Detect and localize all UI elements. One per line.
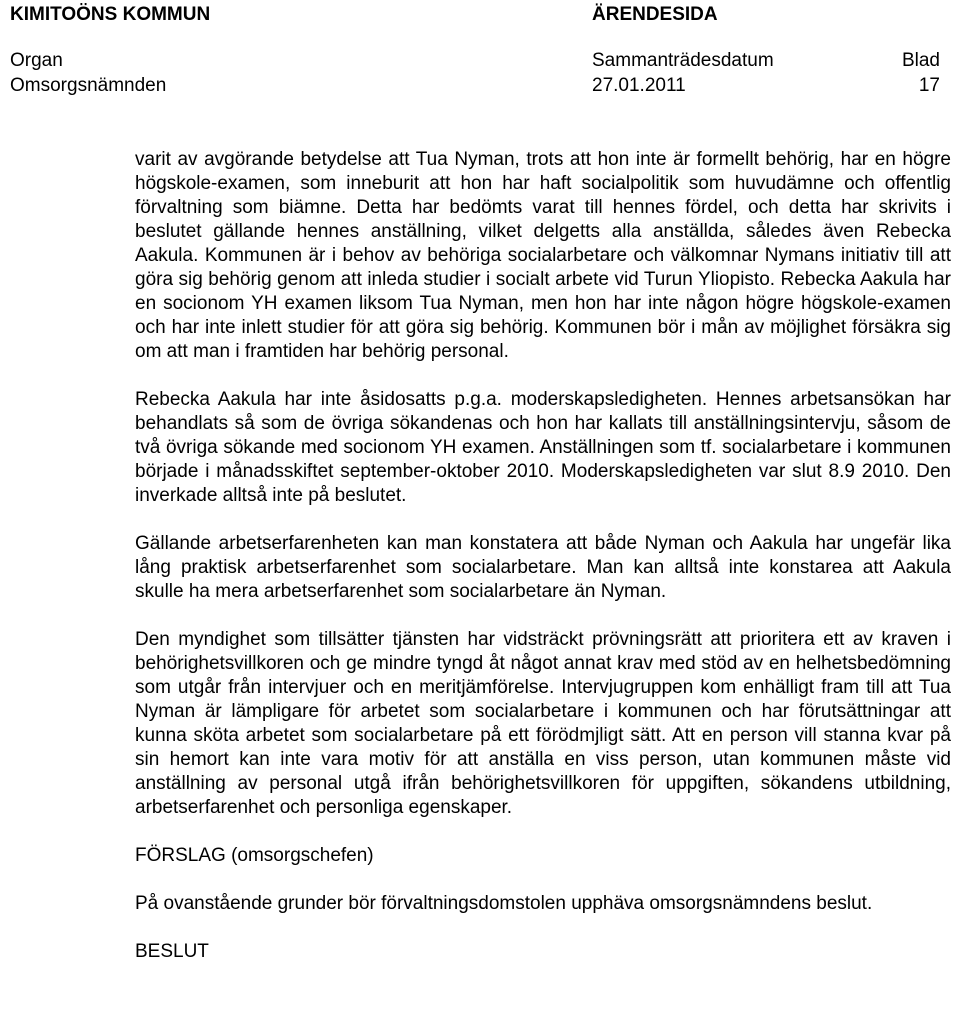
- document-body: [135, 148, 951, 964]
- page-number: 17: [918, 75, 940, 96]
- paragraph-4: Den myndighet som tillsätter tjänsten har vidsträckt prövningsrätt att prioritera ett av kraven i behörighetsvillkoren och ge mindre tyngd åt något annat krav med stöd av en helhetsbedömning som utgår från intervjuer och en meritjämförelse. Intervjugruppen kom enhälligt fram till att Tua Nyman är lämpligare för arbetet som socialarbetare i kommunen och har förutsättningar att kunna sköta arbetet som socialarbetare på ett förödmjligt sätt. Att en person vill stanna kvar på sin hemort kan inte vara motiv för att anställa en viss person, utan kommunen måste vid anställning av personal utgå ifrån behörighetsvillkoren för uppgiften, sökandens utbildning, arbetserfarenhet och personliga egenskaper.: [135, 629, 951, 818]
- proposal-heading: FÖRSLAG (omsorgschefen): [135, 845, 374, 866]
- organ-value: Omsorgsnämnden: [10, 75, 167, 96]
- organ-label: Organ: [10, 50, 63, 71]
- document-type: ÄRENDESIDA: [592, 4, 718, 25]
- paragraph-5: På ovanstående grunder bör förvaltningsdomstolen upphäva omsorgsnämndens beslut.: [135, 893, 873, 914]
- meeting-date-value: 27.01.2011: [592, 75, 686, 96]
- paragraph-3: Gällande arbetserfarenheten kan man konstatera att både Nyman och Aakula har ungefär lika lång praktisk arbetserfarenhet som socialarbetare. Man kan alltså inte konstarea att Aakula skulle ha mera arbetserfarenhet som socialarbetare än Nyman.: [135, 533, 951, 602]
- municipality-name: KIMITOÖNS KOMMUN: [10, 4, 211, 25]
- decision-heading: BESLUT: [135, 941, 209, 962]
- paragraph-1: varit av avgörande betydelse att Tua Nyman, trots att hon inte är formellt behörig, har en högre högskole-examen, som inneburit att hon har haft socialpolitik som huvudämne och offentlig förvaltning som biämne. Detta har bedömts varat till hennes fördel, och detta har skrivits i beslutet gällande hennes anställning, vilket delgetts alla anställda, således även Rebecka Aakula. Kommunen är i behov av behöriga socialarbetare och välkomnar Nymans initiativ till att göra sig behörig genom att inleda studier i socialt arbete vid Turun Yliopisto. Rebecka Aakula har en socionom YH examen liksom Tua Nyman, men hon har inte någon högre högskole-examen och har inte inlett studier för att göra sig behörig. Kommunen bör i mån av möjlighet försäkra sig om att man i framtiden har behörig personal.: [135, 149, 951, 362]
- paragraph-2: Rebecka Aakula har inte åsidosatts p.g.a. moderskapsledigheten. Hennes arbetsansökan har behandlats så som de övriga sökandenas och hon har kallats till anställningsintervju, såsom de två övriga sökande med socionom YH examen. Anställningen som tf. socialarbetare i kommunen började i månadsskiftet september-oktober 2010. Moderskapsledigheten var slut 8.9 2010. Den inverkade alltså inte på beslutet.: [135, 389, 951, 506]
- page-label: Blad: [901, 50, 940, 71]
- meeting-date-label: Sammanträdesdatum: [592, 50, 774, 71]
